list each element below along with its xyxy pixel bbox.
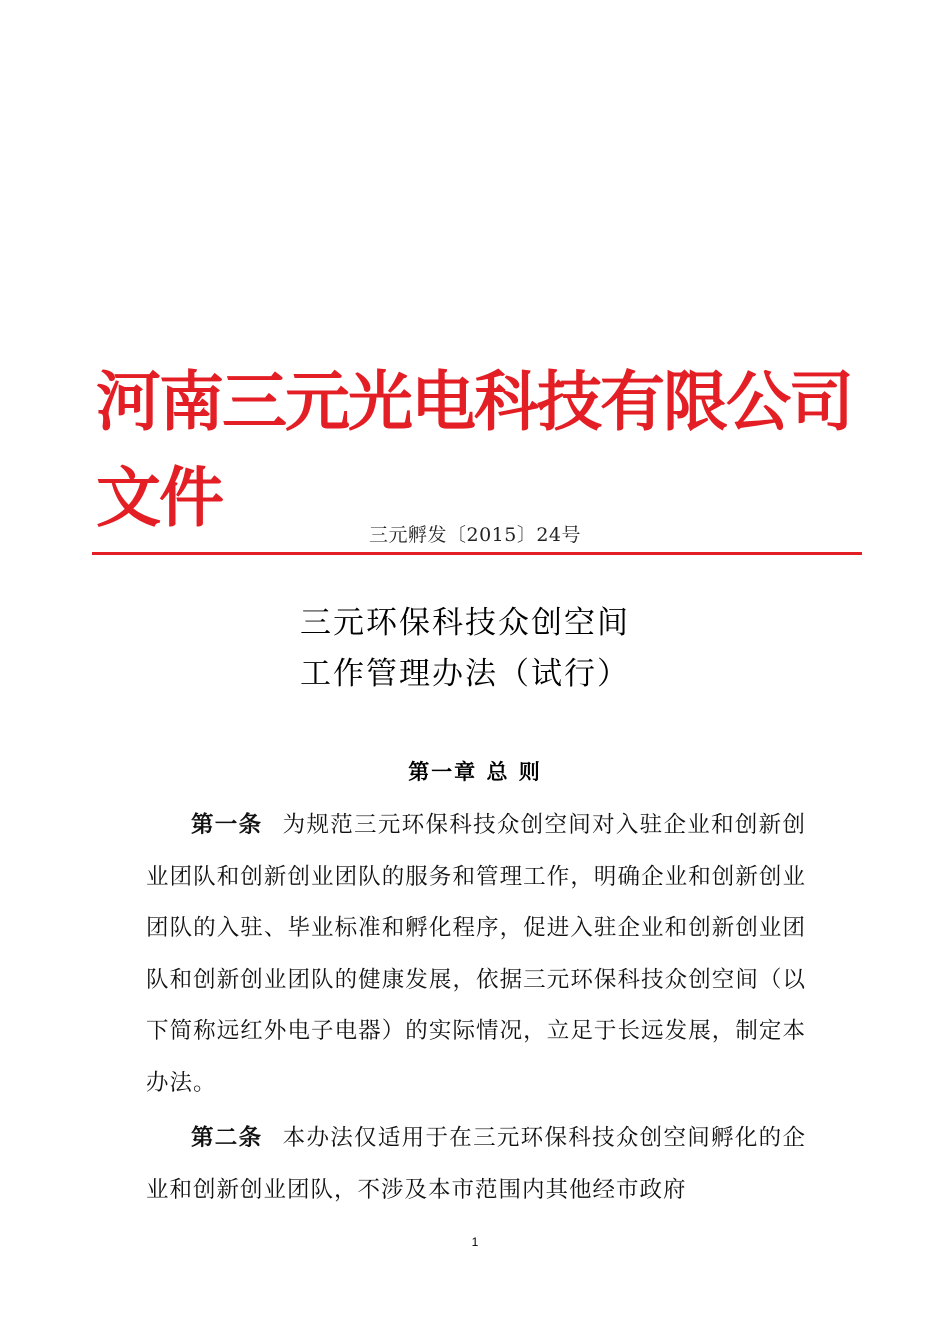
- article-text: 为规范三元环保科技众创空间对入驻企业和创新创业团队和创新创业团队的服务和管理工作，明确企业和创新创业团队的入驻、毕业标准和孵化程序，促进入驻企业和创新创业团队和创新创业团队的健康发展，依据三元环保科技众创空间（以下简称远红外电子电器）的实际情况，立足于长远发展，制定本办法。: [146, 812, 806, 1096]
- document-title: [300, 598, 720, 700]
- article-label: 第一条: [191, 812, 263, 838]
- chapter-heading: 第一章 总 则: [408, 760, 542, 784]
- article-text: 本办法仅适用于在三元环保科技众创空间孵化的企业和创新创业团队，不涉及本市范围内其他经市政府: [146, 1125, 806, 1203]
- article-paragraph: [146, 800, 806, 1109]
- page-number: 1: [471, 1235, 479, 1249]
- article-paragraph: [146, 1113, 806, 1216]
- red-divider-line: [92, 552, 862, 555]
- article-label: 第二条: [191, 1125, 263, 1151]
- document-title-line-1: 三元环保科技众创空间: [300, 605, 630, 641]
- document-number: 三元孵发〔2015〕24号: [368, 524, 582, 546]
- document-body: [146, 800, 806, 1216]
- document-title-line-2: 工作管理办法（试行）: [300, 656, 630, 692]
- company-header-title: 河南三元光电科技有限公司文件: [96, 365, 853, 536]
